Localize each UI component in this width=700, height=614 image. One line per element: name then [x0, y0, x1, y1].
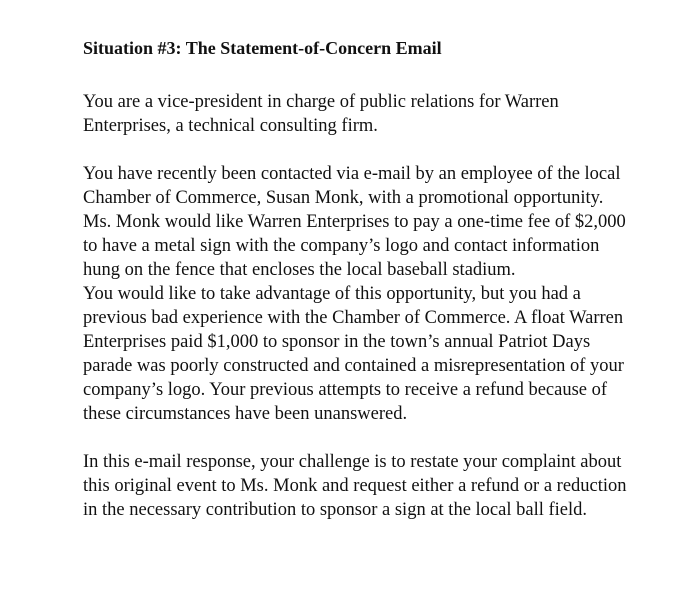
- paragraph-opportunity: You have recently been contacted via e-mail by an employee of the local Chamber of Commerce, Susan Monk, with a promotional opportunity. Ms. Monk would like Warren Enterprises to pay a one-time fee of $2,000 to have a metal sign with the company’s logo and contact information hung on the fence that encloses the local baseball stadium.: [83, 164, 626, 280]
- paragraph-previous-experience: You would like to take advantage of this opportunity, but you had a previous bad experience with the Chamber of Commerce. A float Warren Enterprises paid $1,000 to sponsor in the town’s annual Patriot Days parade was poorly constructed and contained a misrepresentation of your company’s logo. Your previous attempts to receive a refund because of these circumstances have been unanswered.: [83, 284, 624, 424]
- document-title: Situation #3: The Statement-of-Concern Email: [83, 38, 442, 58]
- document-page: [83, 36, 628, 522]
- spacer: [83, 426, 628, 450]
- spacer: [83, 138, 628, 162]
- spacer: [83, 60, 628, 90]
- paragraph-challenge: In this e-mail response, your challenge is to restate your complaint about this original event to Ms. Monk and request either a refund or a reduction in the necessary contribution to sponsor a sign at the local ball field.: [83, 452, 627, 520]
- paragraph-role-intro: You are a vice-president in charge of public relations for Warren Enterprises, a technical consulting firm.: [83, 92, 559, 136]
